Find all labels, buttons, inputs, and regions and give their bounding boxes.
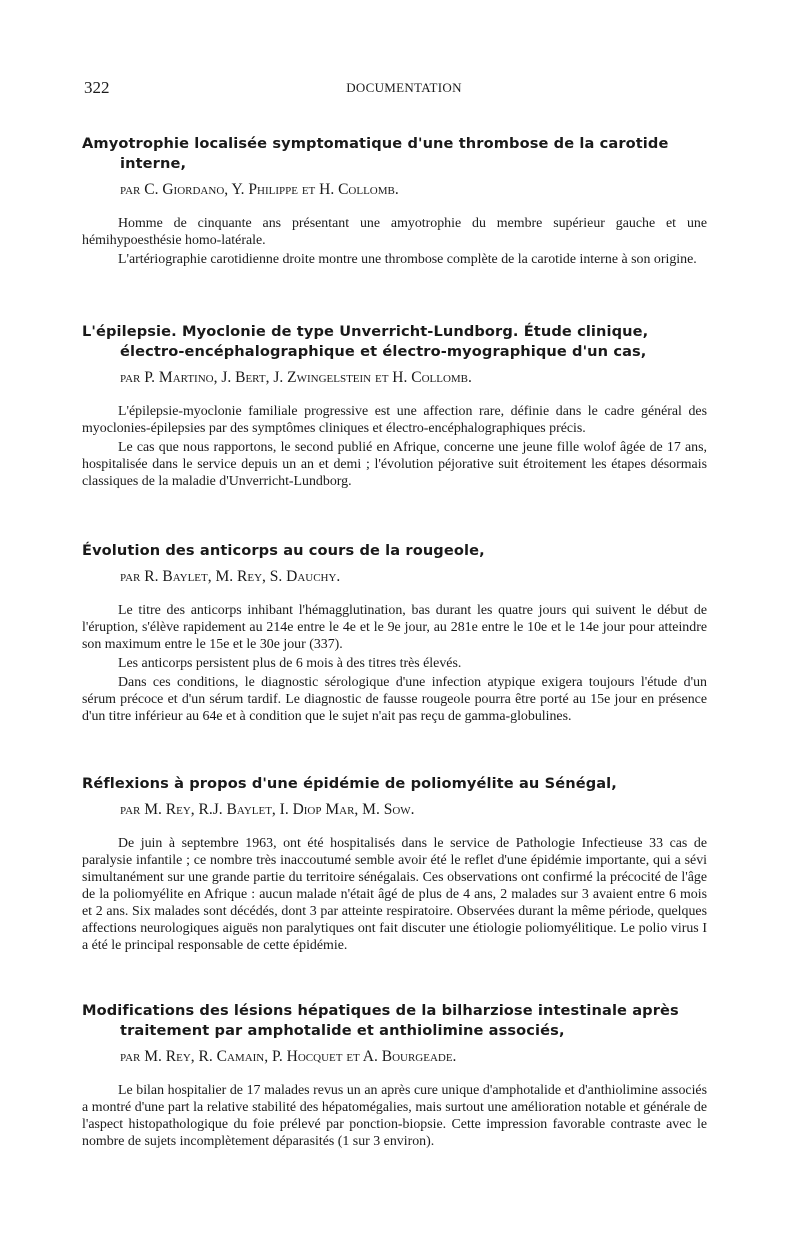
- article-title: [82, 134, 707, 174]
- page-number: 322: [84, 78, 110, 97]
- article-body: [82, 835, 707, 954]
- article-authors: par R. Baylet, M. Rey, S. Dauchy.: [120, 568, 341, 585]
- article-body: [82, 403, 707, 490]
- article-4: [82, 774, 707, 954]
- article-body: [82, 215, 707, 268]
- article-title: [82, 774, 707, 794]
- paragraph: Homme de cinquante ans présentant une amyotrophie du membre supérieur gauche et une hémihypoesthésie homo-latérale.: [82, 216, 707, 248]
- paragraph: Le titre des anticorps inhibant l'hémagglutination, bas durant les quatre jours qui suivent le début de l'éruption, s'élève rapidement au 214e entre le 4e et le 9e jour, au 281e entre le 10e et le 14e jour pour atteindre son maximum entre le 15e et le 30e jour (337).: [82, 603, 707, 652]
- article-authors: par M. Rey, R.J. Baylet, I. Diop Mar, M. Sow.: [120, 801, 415, 818]
- article-authors: par M. Rey, R. Camain, P. Hocquet et A. Bourgeade.: [120, 1048, 457, 1065]
- paragraph: Dans ces conditions, le diagnostic sérologique d'une infection atypique exigera toujours l'étude d'un sérum précoce et d'un sérum tardif. Le diagnostic de fausse rougeole pourra être porté au 15e jour en présence d'un titre inférieur au 64e et à condition que le sujet n'ait pas reçu de gamma-globulines.: [82, 675, 707, 724]
- paragraph: L'artériographie carotidienne droite montre une thrombose complète de la carotide interne à son origine.: [118, 252, 697, 267]
- paragraph: Le bilan hospitalier de 17 malades revus un an après cure unique d'amphotalide et d'anthiolimine associés a montré d'une part la relative stabilité des hépatomégalies, mais surtout une amélioration notable et générale de l'aspect histopathologique du foie prélevé par ponction-biopsie. Cette impression favorable contraste avec le nombre de sujets incomplètement déparasités (1 sur 3 environ).: [82, 1083, 707, 1149]
- title-line: électro-encéphalographique et électro-myographique d'un cas,: [120, 343, 647, 360]
- article-authors: par P. Martino, J. Bert, J. Zwingelstein et H. Collomb.: [120, 369, 472, 386]
- paragraph: Les anticorps persistent plus de 6 mois à des titres très élevés.: [118, 656, 462, 671]
- article-1: [82, 134, 707, 268]
- title-line: Modifications des lésions hépatiques de la bilharziose intestinale après: [82, 1002, 679, 1019]
- title-line: Réflexions à propos d'une épidémie de poliomyélite au Sénégal,: [82, 775, 617, 792]
- running-head: DOCUMENTATION: [346, 80, 462, 95]
- article-title: [82, 322, 707, 362]
- title-line: Évolution des anticorps au cours de la rougeole,: [82, 542, 485, 559]
- page-header: [84, 78, 724, 100]
- article-3: [82, 541, 707, 725]
- article-authors: par C. Giordano, Y. Philippe et H. Collomb.: [120, 181, 399, 198]
- title-line: interne,: [120, 155, 187, 172]
- title-line: traitement par amphotalide et anthiolimine associés,: [120, 1022, 565, 1039]
- article-body: [82, 1082, 707, 1150]
- paragraph: Le cas que nous rapportons, le second publié en Afrique, concerne une jeune fille wolof âgée de 17 ans, hospitalisée dans le service depuis un an et demi ; l'évolution péjorative suit étroitement les étapes désormais classiques de la maladie d'Unverricht-Lundborg.: [82, 440, 707, 489]
- title-line: L'épilepsie. Myoclonie de type Unverricht-Lundborg. Étude clinique,: [82, 323, 649, 340]
- article-2: [82, 322, 707, 490]
- article-5: [82, 1001, 707, 1150]
- title-line: Amyotrophie localisée symptomatique d'une thrombose de la carotide: [82, 135, 669, 152]
- article-body: [82, 602, 707, 725]
- paragraph: De juin à septembre 1963, ont été hospitalisés dans le service de Pathologie Infectieuse 33 cas de paralysie infantile ; ce nombre très inaccoutumé semble avoir été le reflet d'une épidémie importante, qui a sévi simultanément sur une grande partie du territoire sénégalais. Ces observations ont confirmé la précocité de l'âge de la poliomyélite en Afrique : aucun malade n'était âgé de plus de 4 ans, 2 malades sur 3 avaient entre 6 mois et 2 ans. Six malades sont décédés, dont 3 par atteinte respiratoire. Observées durant la même période, quelques affections neurologiques aiguës non paralytiques ont fait discuter une étiologie poliomyélitique. Le polio virus I a été le principal responsable de cette épidémie.: [82, 836, 707, 953]
- article-title: [82, 1001, 707, 1041]
- article-title: [82, 541, 707, 561]
- paragraph: L'épilepsie-myoclonie familiale progressive est une affection rare, définie dans le cadre général des myoclonies-épilepsies par des symptômes cliniques et électro-encéphalographiques précis.: [82, 404, 707, 436]
